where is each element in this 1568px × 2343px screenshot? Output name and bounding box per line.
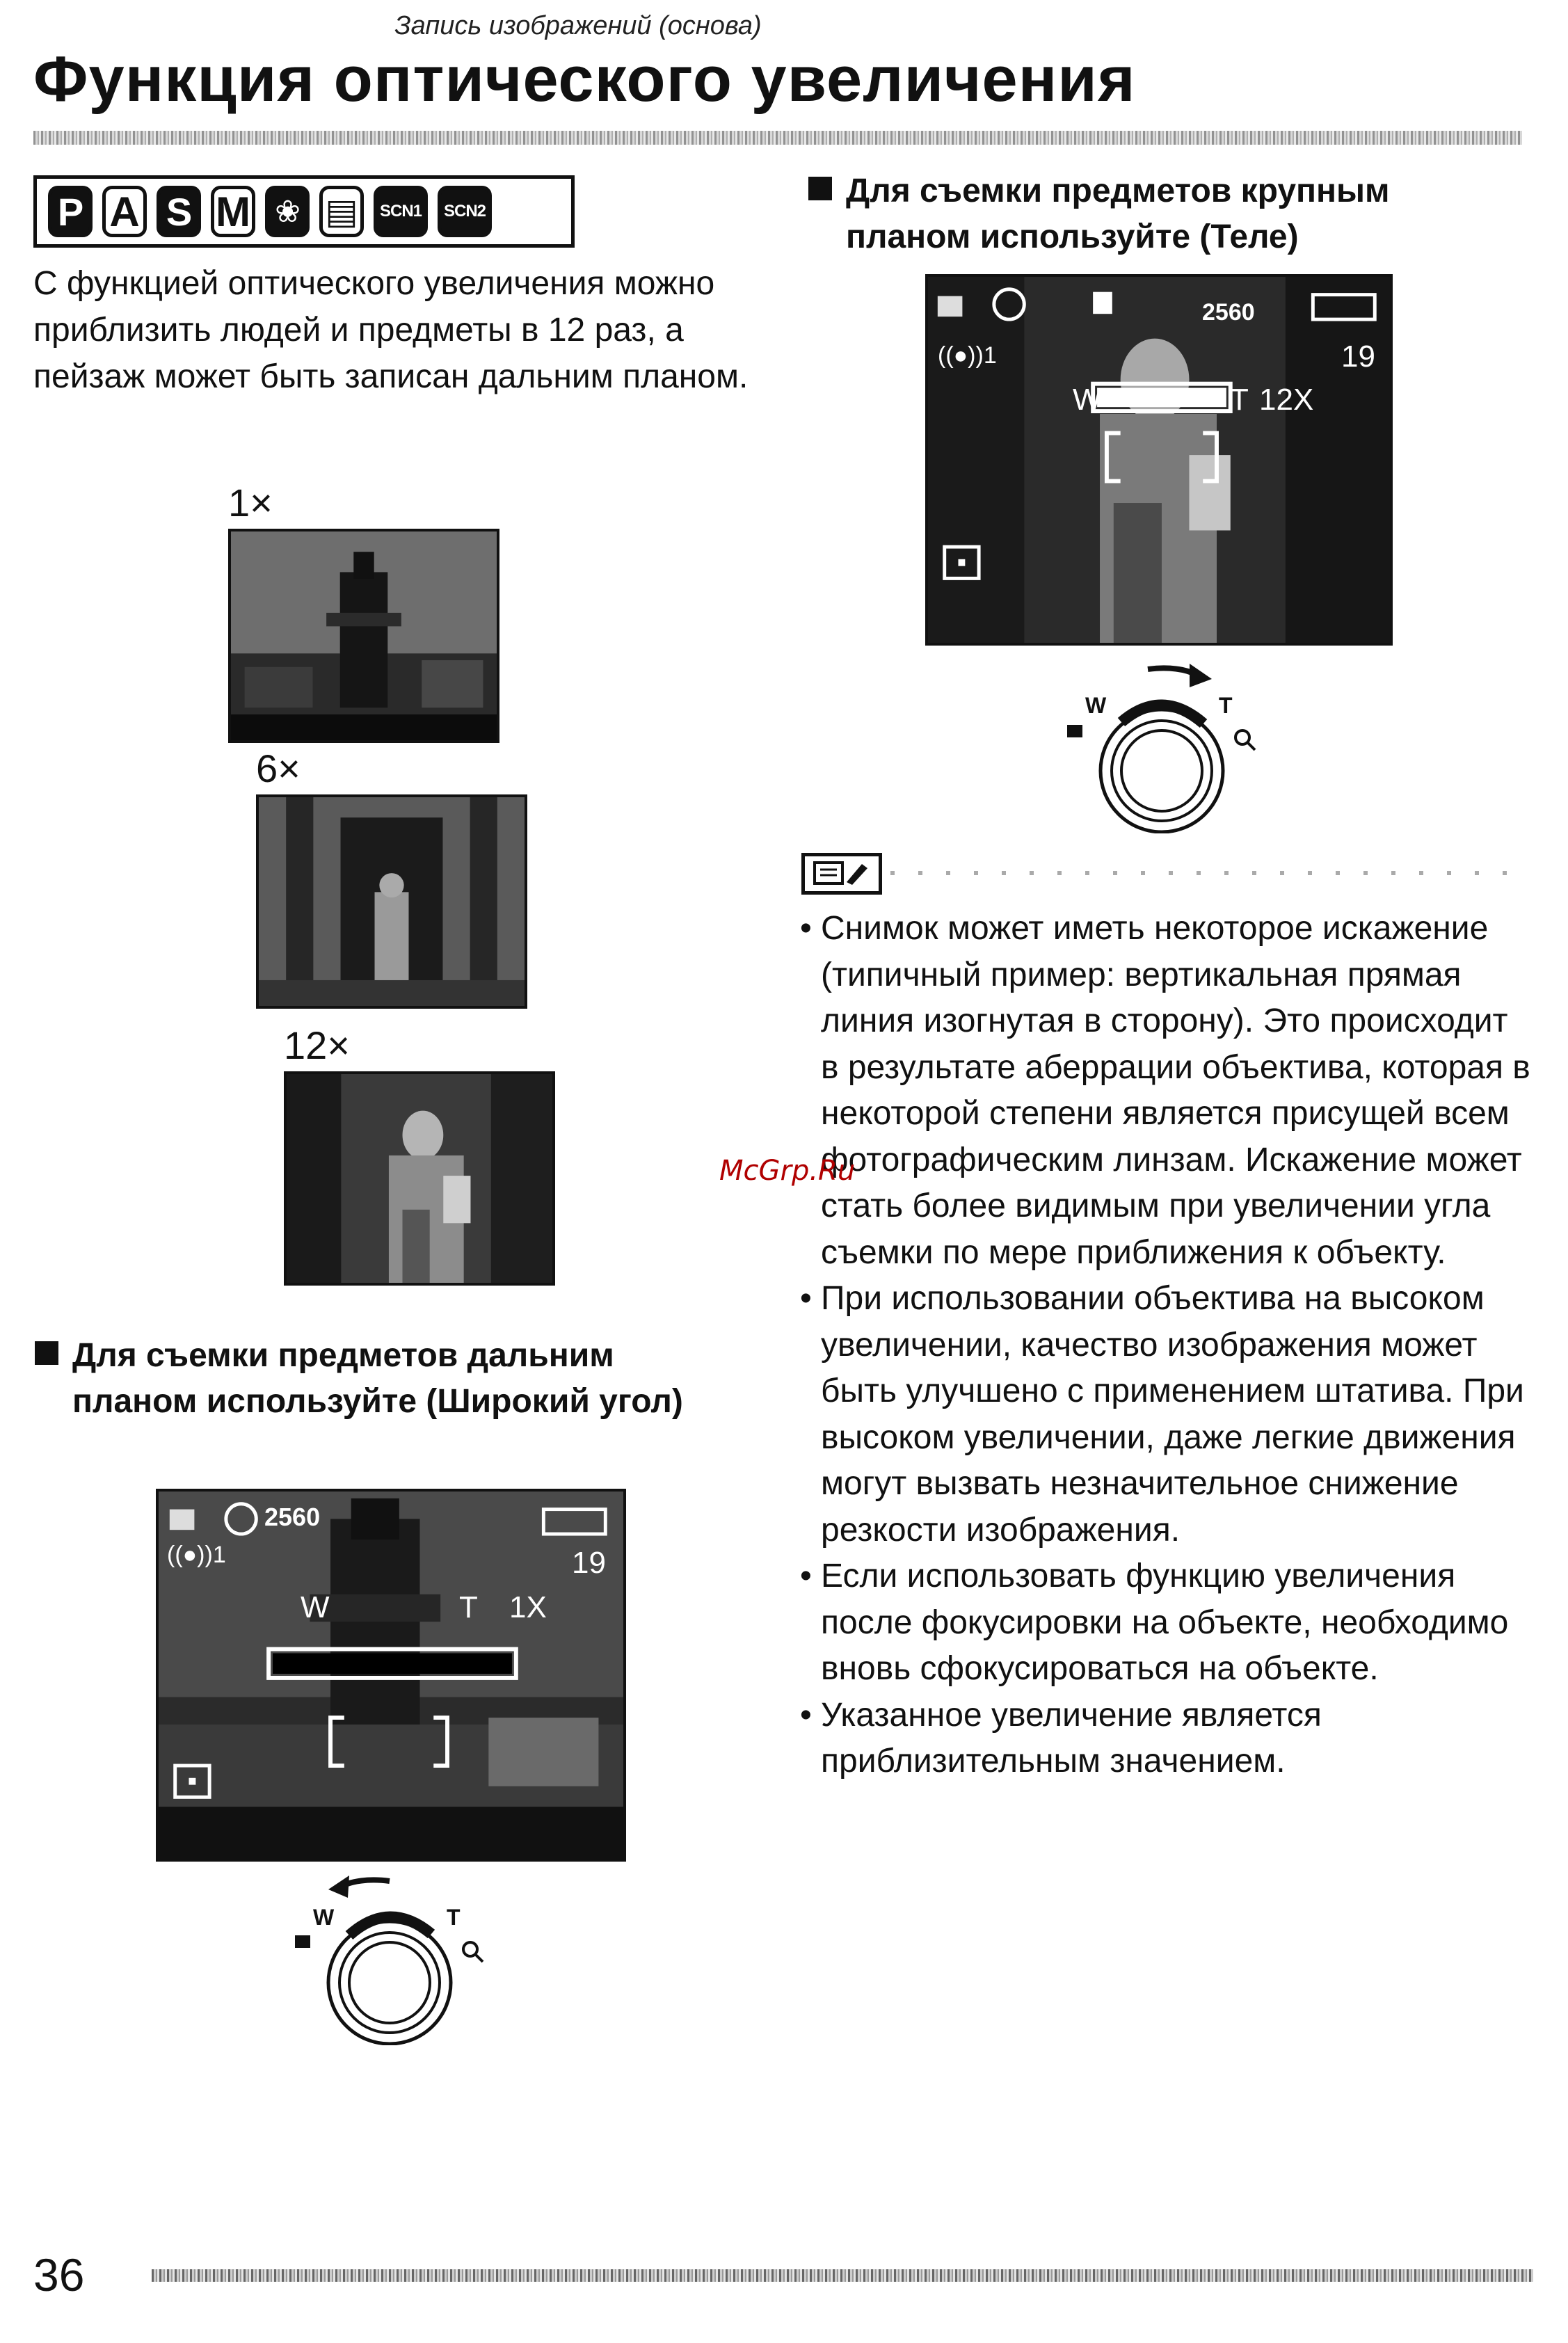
zoom-photo-1x xyxy=(228,529,499,743)
tele-screen-shots: 19 xyxy=(1341,339,1375,374)
chapter-title: Запись изображений (основа) xyxy=(394,11,762,40)
page-number: 36 xyxy=(33,2249,85,2301)
wide-screen-zoom: 1X xyxy=(509,1590,547,1624)
mode-a-icon: A xyxy=(102,186,147,237)
mode-icons-bar xyxy=(33,175,575,248)
wide-heading-text: Для съемки предметов дальним планом используйте (Широкий угол) xyxy=(72,1337,683,1420)
wide-screen-shots: 19 xyxy=(572,1546,606,1580)
title-divider xyxy=(33,131,1522,145)
bullet-square-icon xyxy=(35,1341,58,1365)
mode-macro-icon: ❀ xyxy=(265,186,310,237)
mode-scn2-icon: SCN2 xyxy=(438,186,492,237)
lever-wide-w-label: W xyxy=(313,1905,335,1930)
bullet-square-icon xyxy=(808,177,832,200)
footer-divider xyxy=(152,2269,1533,2282)
note-item: • При использовании объектива на высоком увеличении, качество изображения может быть улучшено с применением штатива. При высоком увеличении, даже легкие движения могут вызвать незначительное снижение резкости изображения. xyxy=(800,1276,1530,1553)
note-divider xyxy=(890,871,1510,875)
mode-m-icon: M xyxy=(211,186,255,237)
zoom-label-12x: 12× xyxy=(284,1023,350,1067)
note-item: • Указанное увеличение является приблизительным значением. xyxy=(800,1693,1530,1785)
wide-screen-resolution: 2560 xyxy=(264,1503,321,1531)
tele-heading xyxy=(846,168,1514,260)
tele-screen-resolution: 2560 xyxy=(1202,299,1255,326)
tele-heading-text: Для съемки предметов крупным планом используйте (Теле) xyxy=(846,173,1390,255)
tele-screen-w: W xyxy=(1073,383,1102,417)
wide-screen-stabilizer: ((●))1 xyxy=(167,1542,226,1568)
lever-tele-w-label: W xyxy=(1085,693,1107,718)
tele-screen-t: T xyxy=(1230,383,1249,417)
zoom-lever-tele xyxy=(1057,659,1266,833)
mode-s-icon: S xyxy=(157,186,201,237)
zoom-photo-12x xyxy=(284,1071,555,1286)
mode-p-icon: P xyxy=(48,186,93,237)
watermark: McGrp.Ru xyxy=(719,1155,856,1187)
notes-list xyxy=(800,906,1530,1785)
note-item: • Снимок может иметь некоторое искажение (типичный пример: вертикальная прямая линия изогнутая в сторону). Это происходит в результате аберрации объектива, которая в некоторой степени является присущей всем фотографическим линзам. Искажение может стать более видимым при увеличении угла съемки по мере приближения к объекту. xyxy=(800,906,1530,1276)
lever-tele-t-label: T xyxy=(1219,693,1233,718)
tele-camera-screen xyxy=(925,274,1393,646)
mode-movie-icon: ▤ xyxy=(319,186,364,237)
zoom-label-6x: 6× xyxy=(256,746,301,790)
note-icon xyxy=(801,853,882,895)
lever-wide-t-label: T xyxy=(447,1905,461,1930)
mode-scn1-icon: SCN1 xyxy=(374,186,428,237)
tele-screen-zoom: 12X xyxy=(1259,383,1314,417)
wide-screen-t: T xyxy=(459,1590,478,1624)
zoom-label-1x: 1× xyxy=(228,481,273,525)
intro-text: С функцией оптического увеличения можно приблизить людей и предметы в 12 раз, а пейзаж может быть записан дальним планом. xyxy=(33,265,749,395)
zoom-lever-wide xyxy=(285,1871,494,2045)
wide-screen-w: W xyxy=(301,1590,330,1624)
note-item: • Если использовать функцию увеличения после фокусировки на объекте, необходимо вновь сфокусироваться на объекте. xyxy=(800,1553,1530,1693)
tele-screen-stabilizer: ((●))1 xyxy=(938,342,997,369)
page-title: Функция оптического увеличения xyxy=(33,44,1136,115)
wide-heading xyxy=(72,1333,740,1425)
zoom-photo-6x xyxy=(256,794,527,1009)
wide-camera-screen xyxy=(156,1489,626,1862)
